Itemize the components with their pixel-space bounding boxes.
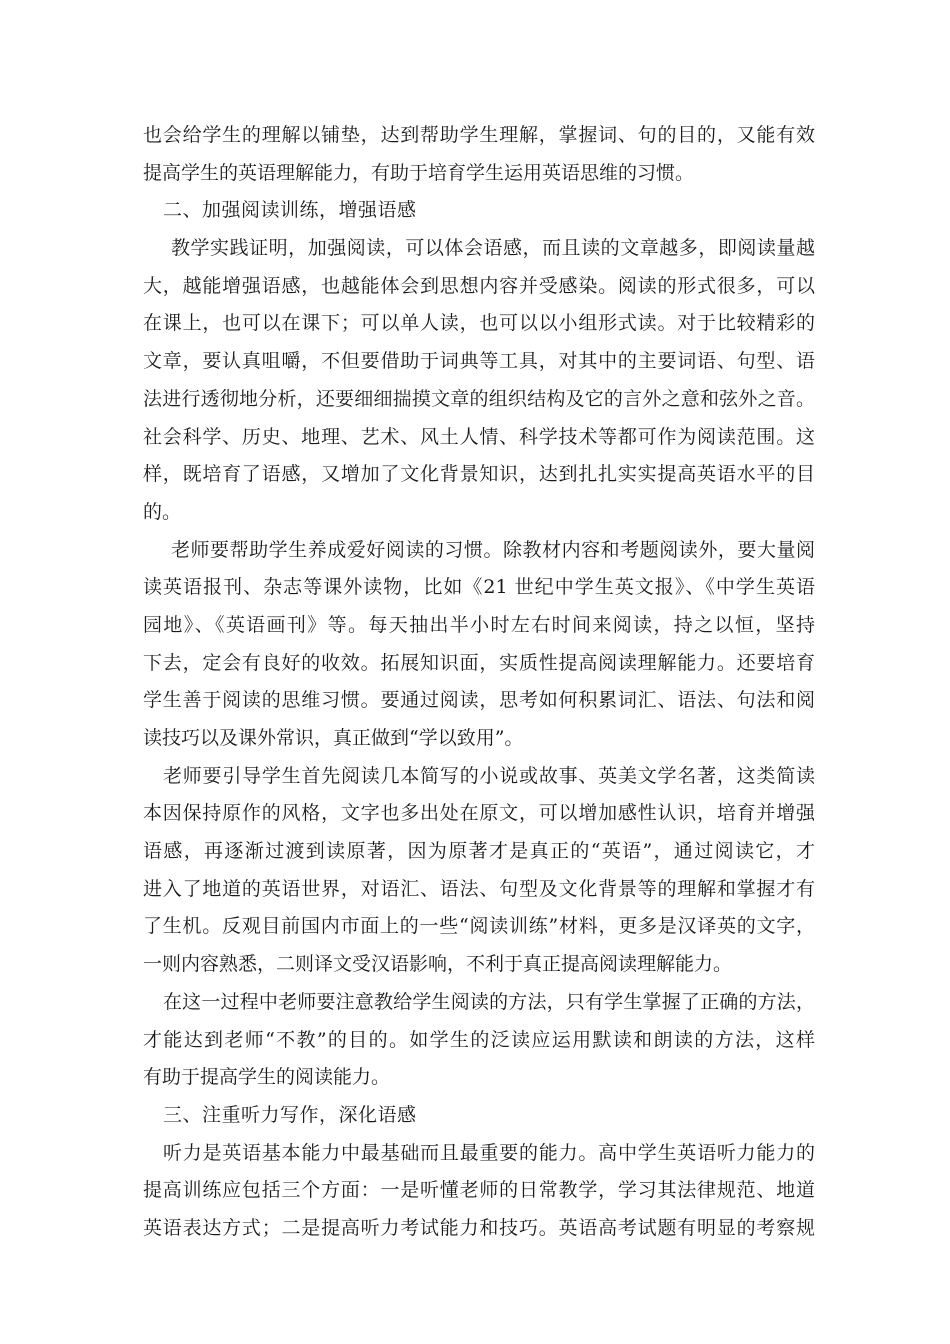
text-line: 了生机。反观目前国内市面上的一些“阅读训练”材料，更多是汉译英的文字，: [143, 915, 815, 938]
text-line: 学生善于阅读的思维习惯。要通过阅读，思考如何积累词汇、语法、句法和阅: [143, 689, 815, 712]
text-line: 提高学生的英语理解能力，有助于培育学生运用英语思维的习惯。: [143, 161, 695, 184]
document-body: [143, 117, 815, 1248]
text-line: 样，既培育了语感，又增加了文化背景知识，达到扎扎实实提高英语水平的目: [143, 463, 815, 486]
text-line: 才能达到老师“不教”的目的。如学生的泛读应运用默读和朗读的方法，这样: [143, 1028, 815, 1051]
text-line: 英语表达方式；二是提高听力考试能力和技巧。英语高考试题有明显的考察规: [143, 1216, 815, 1239]
text-line: 社会科学、历史、地理、艺术、风土人情、科学技术等都可作为阅读范围。这: [143, 425, 815, 448]
text-line: 文章，要认真咀嚼，不但要借助于词典等工具，对其中的主要词语、句型、语: [143, 350, 815, 373]
text-line: 语感，再逐渐过渡到读原著，因为原著才是真正的“英语”，通过阅读它，才: [143, 840, 815, 863]
text-line: 下去，定会有良好的收效。拓展知识面，实质性提高阅读理解能力。还要培育: [143, 651, 815, 674]
text-line: 本因保持原作的风格，文字也多出处在原文，可以增加感性认识，培育并增强: [143, 802, 815, 825]
text-line: 园地》、《英语画刊》等。每天抽出半小时左右时间来阅读，持之以恒，坚持: [143, 613, 815, 636]
text-line: 听力是英语基本能力中最基础而且最重要的能力。高中学生英语听力能力的: [163, 1141, 815, 1164]
text-line: 有助于提高学生的阅读能力。: [143, 1066, 391, 1089]
text-line: 大，越能增强语感，也越能体会到思想内容并受感染。阅读的形式很多，可以: [143, 274, 815, 297]
text-line: 读英语报刊、杂志等课外读物，比如《21 世纪中学生英文报》、《中学生英语: [143, 576, 815, 599]
text-line: 教学实践证明，加强阅读，可以体会语感，而且读的文章越多，即阅读量越: [171, 237, 815, 260]
text-line: 法进行透彻地分析，还要细细揣摸文章的组织结构及它的言外之意和弦外之音。: [143, 387, 815, 410]
text-line: 老师要引导学生首先阅读几本简写的小说或故事、英美文学名著，这类简读: [163, 764, 815, 787]
text-line: 在这一过程中老师要注意教给学生阅读的方法，只有学生掌握了正确的方法，: [163, 990, 815, 1013]
text-line: 一则内容熟悉，二则译文受汉语影响，不利于真正提高阅读理解能力。: [143, 953, 733, 976]
text-line: 也会给学生的理解以铺垫，达到帮助学生理解，掌握词、句的目的，又能有效: [143, 124, 815, 146]
text-line: 在课上，也可以在课下；可以单人读，也可以以小组形式读。对于比较精彩的: [143, 312, 815, 335]
text-line: 提高训练应包括三个方面：一是听懂老师的日常教学，学习其法律规范、地道: [143, 1179, 815, 1202]
section-heading: 二、加强阅读训练，增强语感: [163, 199, 417, 222]
section-heading: 三、注重听力写作，深化语感: [163, 1103, 417, 1126]
text-line: 读技巧以及课外常识，真正做到“学以致用”。: [143, 727, 524, 749]
text-line: 进入了地道的英语世界，对语汇、语法、句型及文化背景等的理解和掌握才有: [143, 877, 815, 900]
text-line: 老师要帮助学生养成爱好阅读的习惯。除教材内容和考题阅读外，要大量阅: [171, 538, 815, 561]
text-line: 的。: [143, 500, 182, 523]
